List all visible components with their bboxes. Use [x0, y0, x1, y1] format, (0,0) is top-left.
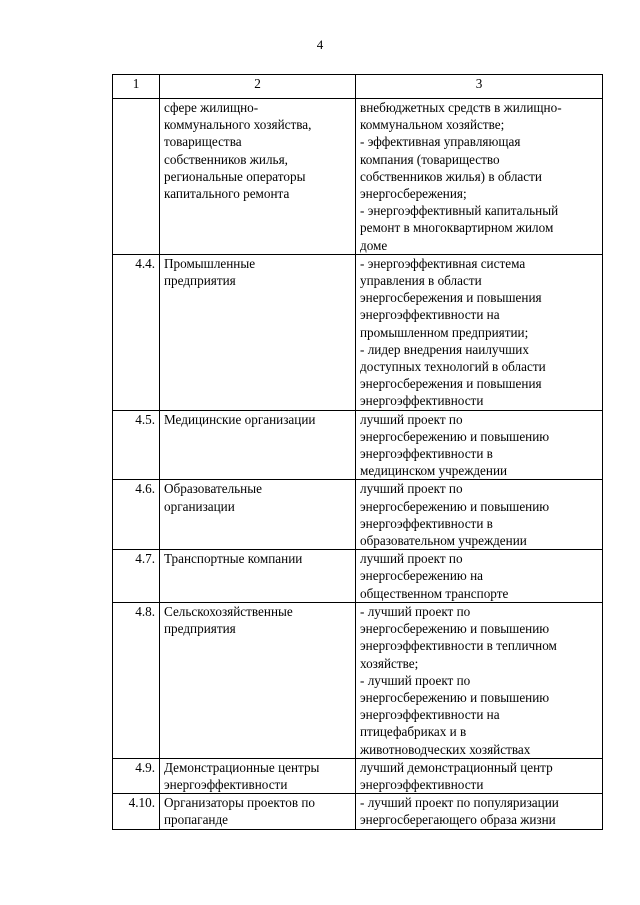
nomination-cell	[356, 480, 603, 550]
table-header-row	[113, 75, 603, 99]
participant-category-cell	[160, 254, 356, 410]
nomination-cell	[356, 410, 603, 480]
cell-text-line: ремонт в многоквартирном жилом	[360, 220, 554, 236]
cell-text-line: управления в области	[360, 273, 482, 289]
row-number-cell: 4.9.	[113, 758, 160, 793]
cell-text-line: энергоэффективности	[360, 393, 484, 409]
table-row	[113, 758, 603, 793]
nomination-cell	[356, 550, 603, 603]
row-number-cell: 4.8.	[113, 602, 160, 758]
nomination-cell	[356, 602, 603, 758]
cell-text-line: - лучший проект по популяризации	[360, 795, 559, 811]
cell-text-line: компания (товарищество	[360, 151, 500, 167]
cell-text-line: энергоэффективности в	[360, 515, 493, 531]
row-number-cell: 4.5.	[113, 410, 160, 480]
cell-text-line: энергосбережения и повышения	[360, 376, 542, 392]
cell-text-line: предприятия	[164, 273, 236, 289]
cell-text-line: Промышленные	[164, 255, 256, 271]
cell-text-line: коммунального хозяйства,	[164, 117, 312, 133]
table-row	[113, 99, 603, 255]
table-row	[113, 794, 603, 829]
cell-text-line: промышленном предприятии;	[360, 324, 529, 340]
row-number-cell: 4.6.	[113, 480, 160, 550]
cell-text-line: общественном транспорте	[360, 585, 509, 601]
cell-text-line: энергоэффективности	[164, 776, 288, 792]
nomination-cell	[356, 794, 603, 829]
nomination-cell	[356, 254, 603, 410]
cell-text-line: энергоэффективности	[360, 776, 484, 792]
participant-category-cell	[160, 410, 356, 480]
cell-text-line: энергосбережения и повышения	[360, 290, 542, 306]
cell-text-line: организации	[164, 498, 235, 514]
row-number-cell: 4.4.	[113, 254, 160, 410]
cell-text-line: сфере жилищно-	[164, 100, 259, 115]
header-cell-2: 2	[160, 75, 356, 99]
cell-text-line: собственников жилья) в области	[360, 168, 542, 184]
cell-text-line: внебюджетных средств в жилищно-	[360, 100, 562, 115]
cell-text-line: энергосберегающего образа жизни	[360, 812, 556, 828]
table-row	[113, 550, 603, 603]
cell-text-line: - энергоэффективная система	[360, 255, 526, 271]
table-body	[113, 99, 603, 830]
participant-category-cell	[160, 758, 356, 793]
nomination-cell	[356, 758, 603, 793]
table-row	[113, 410, 603, 480]
cell-text-line: Организаторы проектов по	[164, 795, 315, 811]
cell-text-line: региональные операторы	[164, 168, 306, 184]
cell-text-line: - лучший проект по	[360, 672, 471, 688]
cell-text-line: энергоэффективности на	[360, 707, 500, 723]
cell-text-line: Демонстрационные центры	[164, 759, 320, 775]
cell-text-line: энергоэффективности в тепличном	[360, 638, 557, 654]
participant-category-cell	[160, 550, 356, 603]
cell-text-line: товарищества	[164, 134, 242, 150]
header-cell-1: 1	[113, 75, 160, 99]
row-number-cell	[113, 99, 160, 255]
cell-text-line: Медицинские организации	[164, 411, 316, 427]
cell-text-line: птицефабриках и в	[360, 724, 467, 740]
cell-text-line: собственников жилья,	[164, 151, 288, 167]
nomination-cell	[356, 99, 603, 255]
cell-text-line: лучший проект по	[360, 411, 463, 427]
cell-text-line: Транспортные компании	[164, 551, 303, 567]
cell-text-line: лучший проект по	[360, 481, 463, 497]
cell-text-line: - лучший проект по	[360, 603, 471, 619]
table-row	[113, 254, 603, 410]
cell-text-line: лучший демонстрационный центр	[360, 759, 553, 775]
cell-text-line: энергоэффективности на	[360, 307, 500, 323]
cell-text-line: энергосбережению и повышению	[360, 428, 550, 444]
page-number: 4	[316, 37, 324, 52]
participant-category-cell	[160, 794, 356, 829]
cell-text-line: капитального ремонта	[164, 186, 290, 202]
table-row	[113, 602, 603, 758]
participant-category-cell	[160, 480, 356, 550]
cell-text-line: коммунальном хозяйстве;	[360, 117, 505, 133]
cell-text-line: энергосбережению на	[360, 568, 483, 584]
participant-category-cell	[160, 99, 356, 255]
cell-text-line: доступных технологий в области	[360, 359, 546, 375]
cell-text-line: Образовательные	[164, 481, 262, 497]
header-cell-3: 3	[356, 75, 603, 99]
cell-text-line: энергосбережению и повышению	[360, 498, 550, 514]
row-number-cell: 4.10.	[113, 794, 160, 829]
cell-text-line: - эффективная управляющая	[360, 134, 521, 150]
row-number-cell: 4.7.	[113, 550, 160, 603]
cell-text-line: животноводческих хозяйствах	[360, 741, 531, 757]
cell-text-line: доме	[360, 237, 388, 253]
cell-text-line: - энергоэффективный капитальный	[360, 203, 559, 219]
cell-text-line: Сельскохозяйственные	[164, 603, 293, 619]
cell-text-line: образовательном учреждении	[360, 533, 527, 549]
nominations-table	[112, 74, 603, 830]
cell-text-line: медицинском учреждении	[360, 463, 508, 479]
table-row	[113, 480, 603, 550]
cell-text-line: энергосбережения;	[360, 186, 467, 202]
cell-text-line: предприятия	[164, 621, 236, 637]
cell-text-line: энергоэффективности в	[360, 446, 493, 462]
cell-text-line: хозяйстве;	[360, 655, 419, 671]
cell-text-line: энергосбережению и повышению	[360, 689, 550, 705]
cell-text-line: энергосбережению и повышению	[360, 621, 550, 637]
cell-text-line: лучший проект по	[360, 551, 463, 567]
cell-text-line: пропаганде	[164, 812, 229, 828]
cell-text-line: - лидер внедрения наилучших	[360, 341, 529, 357]
participant-category-cell	[160, 602, 356, 758]
